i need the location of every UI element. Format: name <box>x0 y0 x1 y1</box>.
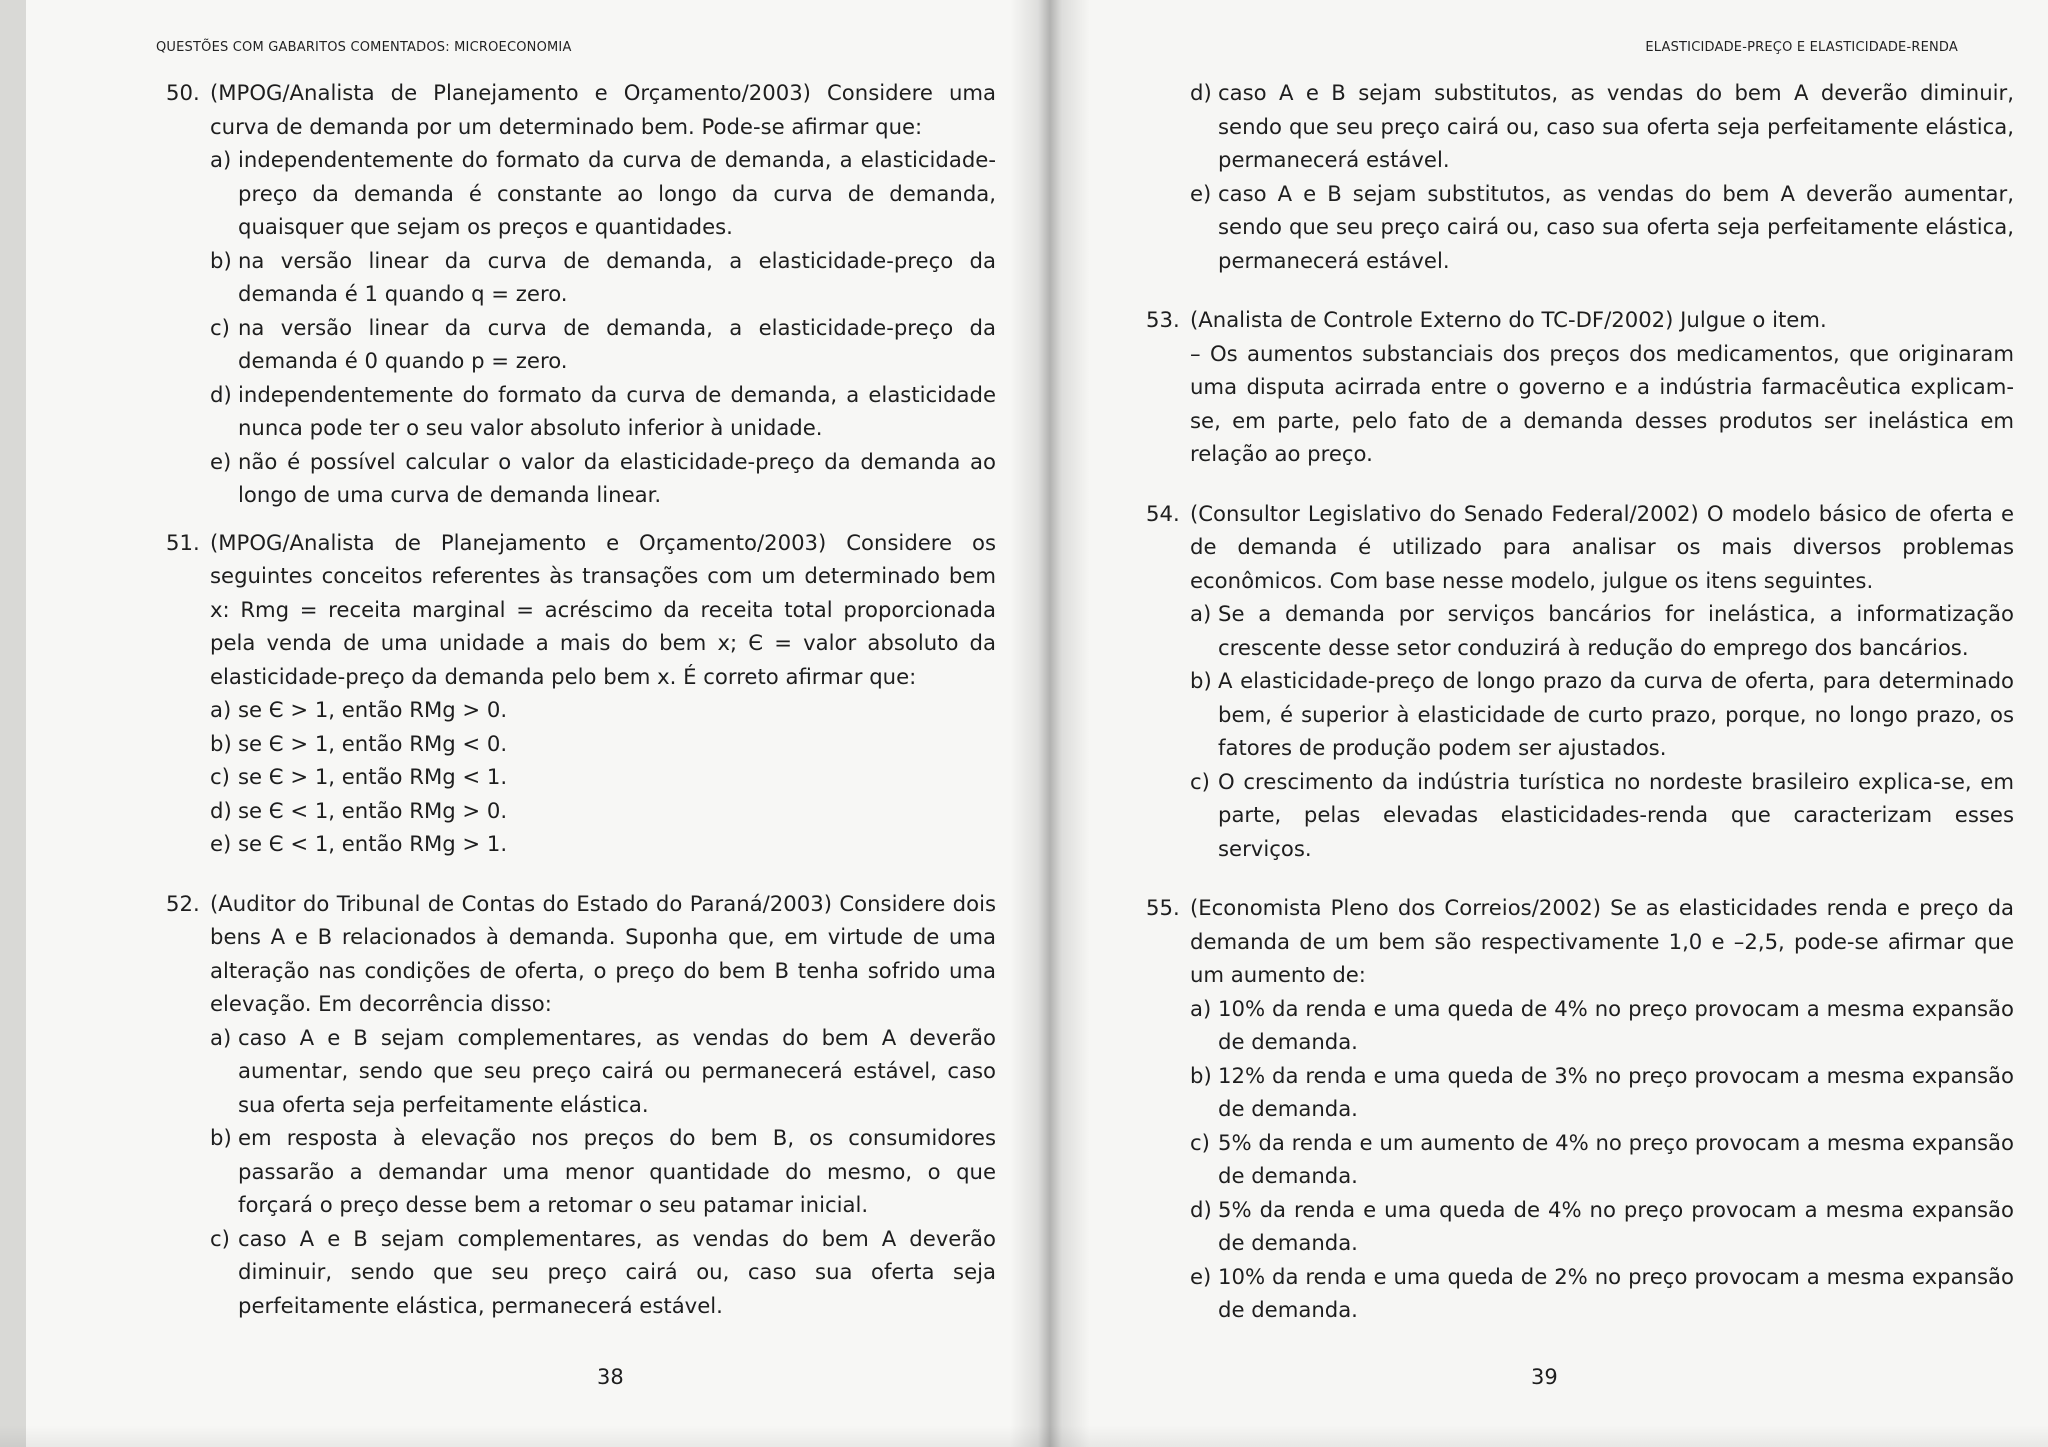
left-running-head: QUESTÕES COM GABARITOS COMENTADOS: MICROECONOMIA <box>156 40 572 55</box>
option-letter: d) <box>1190 1196 1212 1222</box>
option <box>210 143 996 244</box>
option-text: em resposta à elevação nos preços do bem B, os consumidores passarão a demandar uma menor quantidade do mesmo, o que forçará o preço desse bem a retomar o seu patamar inicial. <box>238 1125 996 1217</box>
option-letter: e) <box>210 448 232 474</box>
right-running-head: ELASTICIDADE-PREÇO E ELASTICIDADE-RENDA <box>1645 40 1958 55</box>
option-text: Se a demanda por serviços bancários for inelástica, a informatização crescente desse setor conduzirá à redução do emprego dos bancários. <box>1218 601 2014 660</box>
option-letter: e) <box>1190 1263 1212 1289</box>
question-50 <box>166 76 996 512</box>
option-text: 12% da renda e uma queda de 3% no preço provocam a mesma expansão de demanda. <box>1218 1062 2014 1121</box>
option-text: não é possível calcular o valor da elasticidade-preço da demanda ao longo de uma curva de demanda linear. <box>238 448 996 507</box>
question-stem: (Auditor do Tribunal de Contas do Estado do Paraná/2003) Considere dois bens A e B relacionados à demanda. Suponha que, em virtude de uma alteração nas condições de oferta, o preço do bem B tenha sofrido uma elevação. Em decorrência disso: <box>210 890 996 1016</box>
option-text: A elasticidade-preço de longo prazo da curva de oferta, para determinado bem, é superior à elasticidade de curto prazo, porque, no longo prazo, os fatores de produção podem ser ajustados. <box>1218 668 2014 760</box>
option-letter: b) <box>1190 668 1212 693</box>
option-letter: a) <box>210 697 232 722</box>
option <box>210 445 996 512</box>
option <box>210 1021 996 1122</box>
option-letter: a) <box>1190 995 1212 1021</box>
option-text: na versão linear da curva de demanda, a elasticidade-preço da demanda é 0 quando p = zero. <box>238 314 996 373</box>
option-text: caso A e B sejam complementares, as vendas do bem A deverão diminuir, sendo que seu preço cairá ou, caso sua oferta seja perfeitamente elástica, permanecerá estável. <box>238 1225 996 1318</box>
option <box>210 794 996 828</box>
option-text: 10% da renda e uma queda de 4% no preço provocam a mesma expansão de demanda. <box>1218 995 2014 1054</box>
page-number-left: 38 <box>597 1365 624 1389</box>
option <box>210 693 996 727</box>
option-text: O crescimento da indústria turística no nordeste brasileiro explica-se, em parte, pelas elevadas elasticidades-renda que caracterizam esses serviços. <box>1218 768 2014 861</box>
option-letter: d) <box>210 797 232 823</box>
option <box>210 311 996 378</box>
option-text: independentemente do formato da curva de demanda, a elasticidade-preço da demanda é constante ao longo da curva de demanda, quaisquer que sejam os preços e quantidades. <box>238 147 996 239</box>
option-text: se Є > 1, então RMg > 0. <box>238 697 508 722</box>
option-text: se Є > 1, então RMg < 1. <box>238 764 508 789</box>
question-stem: (Analista de Controle Externo do TC-DF/2002) Julgue o item. <box>1190 307 1827 332</box>
option-letter: b) <box>210 730 232 756</box>
option-text: na versão linear da curva de demanda, a elasticidade-preço da demanda é 1 quando q = zero. <box>238 247 996 306</box>
option-text: caso A e B sejam substitutos, as vendas do bem A deverão diminuir, sendo que seu preço cairá ou, caso sua oferta seja perfeitamente elástica, permanecerá estável. <box>1218 80 2014 172</box>
option-letter: b) <box>210 247 232 273</box>
question-number: 54. <box>1146 500 1180 526</box>
option-letter: c) <box>1190 1129 1210 1155</box>
option-letter: b) <box>210 1125 232 1150</box>
bottom-edge-shadow <box>0 1425 2048 1447</box>
option <box>1190 177 2014 278</box>
option-letter: c) <box>210 764 230 789</box>
option-letter: b) <box>1190 1062 1212 1088</box>
option-text: 10% da renda e uma queda de 2% no preço provocam a mesma expansão de demanda. <box>1218 1263 2014 1322</box>
option-text: se Є > 1, então RMg < 0. <box>238 730 508 756</box>
question-number: 53. <box>1146 307 1180 332</box>
question-number: 55. <box>1146 895 1180 920</box>
option <box>1190 1126 2014 1193</box>
option <box>1190 597 2014 664</box>
question-52 <box>166 887 996 1323</box>
option-text: se Є < 1, então RMg > 1. <box>238 831 508 856</box>
left-column <box>166 76 996 1322</box>
question-55 <box>1146 891 2014 1327</box>
option <box>210 727 996 761</box>
right-page <box>1060 0 2048 1447</box>
option-letter: a) <box>210 147 232 172</box>
option-text: 5% da renda e uma queda de 4% no preço provocam a mesma expansão de demanda. <box>1218 1196 2014 1255</box>
option <box>210 1121 996 1222</box>
question-51 <box>166 526 996 861</box>
question-53 <box>1146 303 2014 471</box>
option-letter: c) <box>1190 768 1210 794</box>
right-column <box>1146 76 2014 1327</box>
question-number: 52. <box>166 890 200 916</box>
option <box>1190 765 2014 866</box>
question-stem: (MPOG/Analista de Planejamento e Orçamento/2003) Considere uma curva de demanda por um determinado bem. Pode-se afirmar que: <box>210 80 996 139</box>
option-letter: d) <box>1190 80 1212 105</box>
option-text: independentemente do formato da curva de demanda, a elasticidade nunca pode ter o seu valor absoluto inferior à unidade. <box>238 381 996 440</box>
judgement-item: – Os aumentos substanciais dos preços dos medicamentos, que originaram uma disputa acirrada entre o governo e a indústria farmacêutica explicam-se, em parte, pelo fato de a demanda desses produtos ser inelástica em relação ao preço. <box>1190 340 2014 466</box>
option <box>1190 1260 2014 1327</box>
option <box>1190 664 2014 765</box>
option <box>1190 76 2014 177</box>
option-letter: d) <box>210 381 232 407</box>
book-gutter-shadow <box>1010 0 1090 1447</box>
option-letter: e) <box>210 831 232 856</box>
option-text: 5% da renda e um aumento de 4% no preço provocam a mesma expansão de demanda. <box>1218 1129 2014 1188</box>
option-text: caso A e B sejam complementares, as vendas do bem A deverão aumentar, sendo que seu preço cairá ou permanecerá estável, caso sua oferta seja perfeitamente elástica. <box>238 1024 996 1117</box>
question-stem: (MPOG/Analista de Planejamento e Orçamento/2003) Considere os seguintes conceitos referentes às transações com um determinado bem x: Rmg = receita marginal = acréscimo da receita total proporcionada pela venda de uma unidade a mais do bem x; Є = valor absoluto da elasticidade-preço da demanda pelo bem x. É correto afirmar que: <box>210 529 996 689</box>
question-number: 50. <box>166 80 200 105</box>
option <box>1190 1059 2014 1126</box>
option <box>210 378 996 445</box>
option <box>210 244 996 311</box>
page-number-right: 39 <box>1531 1365 1558 1389</box>
option <box>210 760 996 794</box>
question-stem: (Consultor Legislativo do Senado Federal/2002) O modelo básico de oferta e de demanda é utilizado para analisar os mais diversos problemas econômicos. Com base nesse modelo, julgue os itens seguintes. <box>1190 500 2014 593</box>
option <box>1190 992 2014 1059</box>
option-text: se Є < 1, então RMg > 0. <box>238 797 508 823</box>
option-letter: a) <box>210 1024 232 1050</box>
question-54 <box>1146 497 2014 866</box>
option-text: caso A e B sejam substitutos, as vendas do bem A deverão aumentar, sendo que seu preço cairá ou, caso sua oferta seja perfeitamente elástica, permanecerá estável. <box>1218 180 2014 273</box>
question-stem: (Economista Pleno dos Correios/2002) Se as elasticidades renda e preço da demanda de um bem são respectivamente 1,0 e –2,5, pode-se afirmar que um aumento de: <box>1190 895 2014 987</box>
option <box>210 1222 996 1323</box>
option <box>210 827 996 861</box>
question-number: 51. <box>166 529 200 555</box>
option <box>1190 1193 2014 1260</box>
option-letter: e) <box>1190 180 1212 206</box>
option-letter: c) <box>210 314 230 340</box>
option-letter: a) <box>1190 601 1212 626</box>
option-letter: c) <box>210 1225 230 1251</box>
question-52-continued <box>1146 76 2014 277</box>
